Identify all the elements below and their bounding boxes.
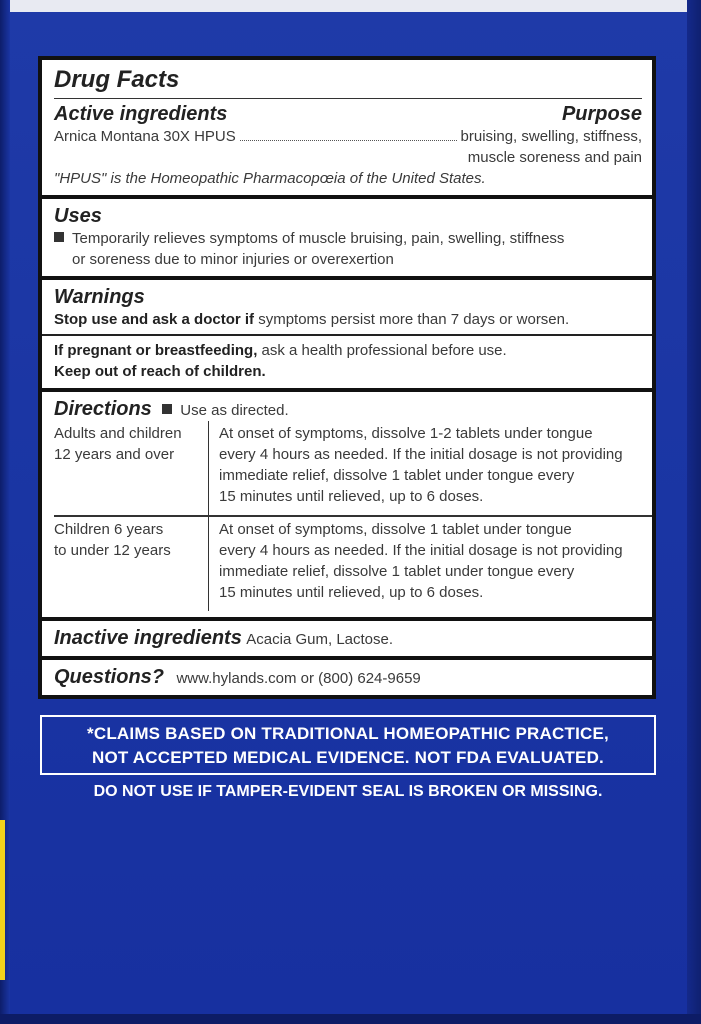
directions-heading: Directions [54, 398, 152, 420]
claims-line-2: NOT ACCEPTED MEDICAL EVIDENCE. NOT FDA EVALUATED. [92, 748, 604, 767]
title-rule [54, 98, 642, 99]
uses-section [42, 199, 652, 276]
inactive-ingredients-text: Acacia Gum, Lactose. [246, 630, 394, 648]
box-right-edge [687, 0, 701, 1024]
who-line-2: 12 years and over [54, 446, 175, 463]
uses-text-1: Temporarily relieves symptoms of muscle bruising, pain, swelling, stiffness [72, 230, 565, 247]
box-top-edge [0, 0, 701, 12]
drug-facts-panel [38, 56, 656, 699]
purpose-line-1: bruising, swelling, stiffness, [460, 128, 642, 145]
bullet-icon [162, 404, 172, 414]
questions-section [42, 660, 652, 695]
directions-who-adults [54, 421, 209, 515]
hpus-note: "HPUS" is the Homeopathic Pharmacopœia of the United States. [54, 170, 486, 187]
box-bottom-edge [0, 1014, 701, 1024]
ingredient-name: Arnica Montana 30X HPUS [54, 128, 236, 145]
active-ingredients-heading: Active ingredients [54, 103, 228, 125]
warnings-section [42, 280, 652, 388]
pregnant-bold: If pregnant or breastfeeding, [54, 342, 258, 359]
uses-line-1 [54, 228, 642, 249]
warnings-divider [42, 334, 652, 336]
dose-line: At onset of symptoms, dissolve 1 tablet under tongue [219, 520, 572, 538]
inactive-ingredients-section [42, 621, 652, 656]
dose-line: 15 minutes until relieved, up to 6 doses. [219, 583, 484, 601]
leader-dots [240, 140, 457, 141]
active-heading-row [54, 103, 642, 126]
pregnant-text: ask a health professional before use. [257, 342, 507, 359]
dose-line: every 4 hours as needed. If the initial dosage is not providing [219, 446, 623, 463]
warnings-heading: Warnings [54, 286, 145, 308]
uses-line-2: or soreness due to minor injuries or overexertion [72, 251, 394, 268]
tamper-warning: DO NOT USE IF TAMPER-EVIDENT SEAL IS BROKEN OR MISSING. [93, 783, 603, 800]
directions-intro: Use as directed. [180, 402, 289, 419]
dose-line: immediate relief, dissolve 1 tablet under tongue every [219, 467, 575, 484]
who-line-1: Adults and children [54, 425, 182, 442]
purpose-line-2: muscle soreness and pain [467, 149, 642, 166]
bullet-icon [54, 232, 64, 242]
directions-row-children [54, 517, 642, 611]
directions-row-adults [54, 421, 642, 515]
directions-heading-row [54, 398, 642, 421]
uses-heading: Uses [54, 205, 102, 227]
stop-use-text: symptoms persist more than 7 days or worsen. [254, 311, 570, 328]
stop-use-bold: Stop use and ask a doctor if [54, 311, 255, 328]
side-panel-strip [0, 820, 5, 980]
directions-who-children [54, 517, 209, 611]
questions-contact: www.hylands.com or (800) 624-9659 [176, 669, 421, 687]
directions-dose-children [209, 517, 642, 611]
who-line-1: Children 6 years [54, 520, 164, 538]
questions-heading: Questions? [54, 665, 165, 688]
claims-disclaimer-box [40, 715, 656, 775]
purpose-heading: Purpose [561, 103, 642, 125]
drug-facts-title: Drug Facts [54, 66, 180, 93]
dose-line: every 4 hours as needed. If the initial dosage is not providing [219, 541, 623, 559]
dose-line: 15 minutes until relieved, up to 6 doses. [219, 488, 484, 505]
dose-line: At onset of symptoms, dissolve 1-2 tablets under tongue [219, 425, 593, 442]
who-line-2: to under 12 years [54, 541, 171, 559]
active-ingredients-section [42, 60, 652, 195]
claims-line-1: *CLAIMS BASED ON TRADITIONAL HOMEOPATHIC PRACTICE, [87, 724, 609, 743]
pregnant-line [54, 340, 642, 361]
dose-line: immediate relief, dissolve 1 tablet under tongue every [219, 562, 575, 580]
ingredient-line [54, 126, 642, 147]
directions-dose-adults [209, 421, 642, 515]
stop-use-line [54, 309, 642, 330]
keep-out-line: Keep out of reach of children. [54, 363, 266, 380]
inactive-ingredients-heading: Inactive ingredients [54, 626, 242, 649]
directions-section [42, 392, 652, 617]
